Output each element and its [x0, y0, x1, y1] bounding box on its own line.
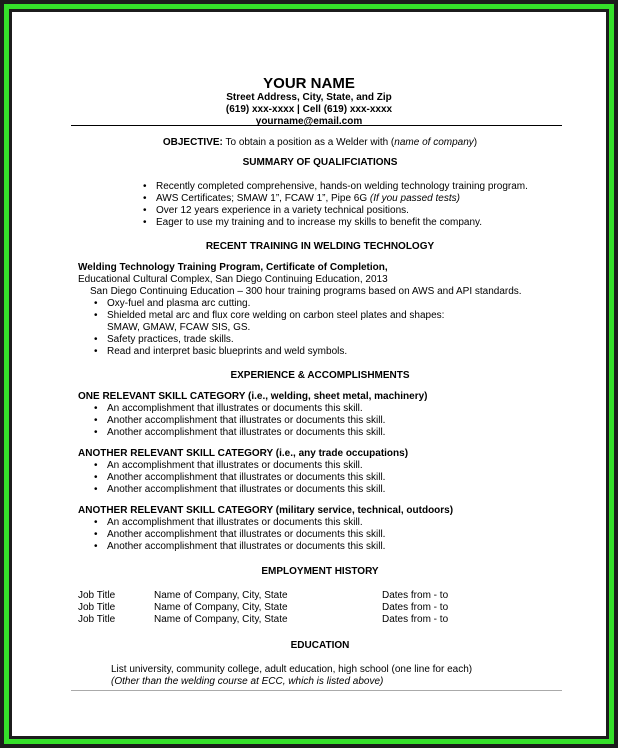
employment-heading: EMPLOYMENT HISTORY — [261, 566, 379, 577]
list-item: • Over 12 years experience in a variety technical positions. — [156, 205, 562, 217]
list-item: • Another accomplishment that illustrates or documents this skill. — [107, 541, 562, 553]
resume-page — [12, 12, 606, 736]
list-item: • An accomplishment that illustrates or documents this skill. — [107, 403, 562, 415]
company: Name of Company, City, State — [154, 602, 288, 613]
list-item — [156, 193, 562, 205]
phone-numbers: (619) xxx-xxxx | Cell (619) xxx-xxxx — [225, 104, 393, 115]
job-title: Job Title — [78, 590, 116, 601]
list-item: • Another accomplishment that illustrates or documents this skill. — [107, 415, 562, 427]
objective-close: ) — [473, 137, 478, 148]
education-heading: EDUCATION — [290, 640, 350, 651]
company: Name of Company, City, State — [154, 614, 288, 625]
table-row — [78, 602, 562, 614]
training-list — [107, 298, 562, 358]
training-heading: RECENT TRAINING IN WELDING TECHNOLOGY — [205, 241, 435, 252]
training-welding: Shielded metal arc and flux core welding on carbon steel plates and shapes: — [107, 310, 445, 321]
table-row — [78, 590, 562, 602]
table-row — [78, 614, 562, 626]
list-item: • Another accomplishment that illustrates or documents this skill. — [107, 427, 562, 439]
skill-category-title: ANOTHER RELEVANT SKILL CATEGORY (i.e., any trade occupations) — [78, 448, 409, 459]
job-title: Job Title — [78, 614, 116, 625]
email-address: yourname@email.com — [255, 116, 363, 127]
header-divider — [71, 125, 562, 126]
list-item: • An accomplishment that illustrates or documents this skill. — [107, 460, 562, 472]
list-item: • Oxy-fuel and plasma arc cutting. — [107, 298, 562, 310]
objective-label: OBJECTIVE: — [162, 137, 223, 148]
education-line: List university, community college, adult education, high school (one line for each) — [111, 664, 473, 675]
list-item: • Another accomplishment that illustrates or documents this skill. — [107, 472, 562, 484]
inner-border — [9, 9, 609, 739]
education-details — [111, 664, 562, 688]
summary-list — [156, 181, 562, 229]
summary-certs: AWS Certificates; SMAW 1”, FCAW 1”, Pipe 6G — [156, 193, 368, 204]
list-item: • Safety practices, trade skills. — [107, 334, 562, 346]
list-item: • Recently completed comprehensive, hands-on welding technology training program. — [156, 181, 562, 193]
skill-category-list — [107, 403, 562, 439]
dates: Dates from - to — [382, 602, 449, 613]
job-title: Job Title — [78, 602, 116, 613]
education-note: (Other than the welding course at ECC, which is listed above) — [111, 676, 384, 687]
training-program: Welding Technology Training Program, Certificate of Completion, — [78, 262, 388, 273]
experience-heading: EXPERIENCE & ACCOMPLISHMENTS — [230, 370, 410, 381]
resume-header — [12, 75, 606, 128]
objective-line — [78, 137, 562, 149]
green-border — [4, 4, 614, 744]
skill-category-title: ONE RELEVANT SKILL CATEGORY (i.e., welding, sheet metal, machinery) — [78, 391, 428, 402]
dates: Dates from - to — [382, 614, 449, 625]
objective-company: name of company — [394, 137, 474, 148]
training-location: Educational Cultural Complex, San Diego Continuing Education, 2013 — [78, 274, 388, 285]
summary-heading: SUMMARY OF QUALIFCIATIONS — [242, 157, 398, 168]
company: Name of Company, City, State — [154, 590, 288, 601]
list-item: • Another accomplishment that illustrates or documents this skill. — [107, 484, 562, 496]
skill-category-list — [107, 460, 562, 496]
skill-category-list — [107, 517, 562, 553]
list-item: • Read and interpret basic blueprints and weld symbols. — [107, 346, 562, 358]
list-item — [107, 310, 562, 334]
footer-divider — [71, 690, 562, 691]
summary-certs-note: (If you passed tests) — [367, 193, 460, 204]
street-address: Street Address, City, State, and Zip — [226, 92, 392, 103]
employment-table — [78, 590, 562, 626]
training-detail: San Diego Continuing Education – 300 hour training programs based on AWS and API standards. — [90, 286, 522, 297]
list-item: • An accomplishment that illustrates or documents this skill. — [107, 517, 562, 529]
objective-text: To obtain a position as a Welder with ( — [222, 137, 395, 148]
list-item: • Eager to use my training and to increase my skills to benefit the company. — [156, 217, 562, 229]
applicant-name: YOUR NAME — [263, 75, 355, 92]
list-item: • Another accomplishment that illustrates or documents this skill. — [107, 529, 562, 541]
resume-body — [78, 137, 562, 688]
dates: Dates from - to — [382, 590, 449, 601]
training-welding-processes: SMAW, GMAW, FCAW SIS, GS. — [107, 322, 251, 333]
skill-category-title: ANOTHER RELEVANT SKILL CATEGORY (military service, technical, outdoors) — [78, 505, 454, 516]
